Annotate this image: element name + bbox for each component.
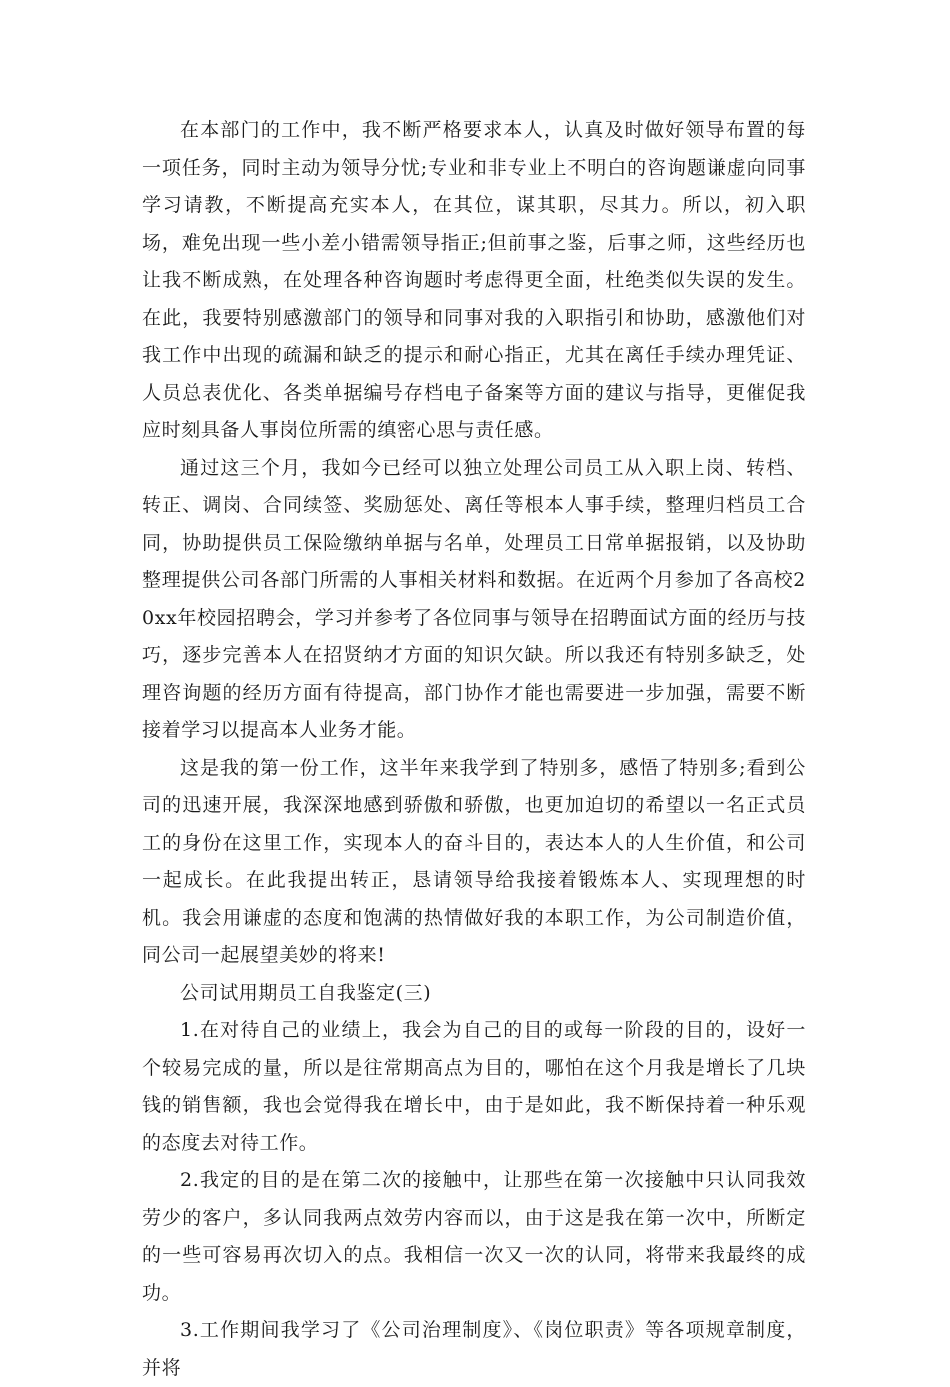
list-item-2: 2.我定的目的是在第二次的接触中，让那些在第一次接触中只认同我效劳少的客户，多认同我两点效劳内容而以，由于这是我在第一次中，所断定的一些可容易再次切入的点。我相信一次又一次的认同，将带来我最终的成功。: [142, 1169, 806, 1304]
paragraph-first-job: 这是我的第一份工作，这半年来我学到了特别多，感悟了特别多;看到公司的迅速开展，我深深地感到骄傲和骄傲，也更加迫切的希望以一名正式员工的身份在这里工作，实现本人的奋斗目的，表达本人的人生价值，和公司一起成长。在此我提出转正，恳请领导给我接着锻炼本人、实现理想的时机。我会用谦虚的态度和饱满的热情做好我的本职工作，为公司制造价值，同公司一起展望美妙的将来!: [142, 756, 806, 966]
section-heading: 公司试用期员工自我鉴定(三): [180, 981, 432, 1004]
list-item-1: 1.在对待自己的业绩上，我会为自己的目的或每一阶段的目的，设好一个较易完成的量，所以是往常期高点为目的，哪怕在这个月我是增长了几块钱的销售额，我也会觉得我在增长中，由于是如此，我不断保持着一种乐观的态度去对待工作。: [142, 1019, 806, 1154]
paragraph-three-months-progress: 通过这三个月，我如今已经可以独立处理公司员工从入职上岗、转档、转正、调岗、合同续签、奖励惩处、离任等根本人事手续，整理归档员工合同，协助提供员工保险缴纳单据与名单，处理员工日常单据报销，以及协助整理提供公司各部门所需的人事相关材料和数据。在近两个月参加了各高校20xx年校园招聘会，学习并参考了各位同事与领导在招聘面试方面的经历与技巧，逐步完善本人在招贤纳才方面的知识欠缺。所以我还有特别多缺乏，处理咨询题的经历方面有待提高，部门协作才能也需要进一步加强，需要不断接着学习以提高本人业务才能。: [142, 456, 806, 741]
document-body: [142, 112, 806, 1387]
paragraph-work-attitude: 在本部门的工作中，我不断严格要求本人，认真及时做好领导布置的每一项任务，同时主动为领导分忧;专业和非专业上不明白的咨询题谦虚向同事学习请教，不断提高充实本人，在其位，谋其职，尽其力。所以，初入职场，难免出现一些小差小错需领导指正;但前事之鉴，后事之师，这些经历也让我不断成熟，在处理各种咨询题时考虑得更全面，杜绝类似失误的发生。在此，我要特别感激部门的领导和同事对我的入职指引和协助，感激他们对我工作中出现的疏漏和缺乏的提示和耐心指正，尤其在离任手续办理凭证、人员总表优化、各类单据编号存档电子备案等方面的建议与指导，更催促我应时刻具备人事岗位所需的缜密心思与责任感。: [142, 119, 806, 441]
list-item-3: 3.工作期间我学习了《公司治理制度》、《岗位职责》等各项规章制度，并将: [142, 1319, 806, 1379]
